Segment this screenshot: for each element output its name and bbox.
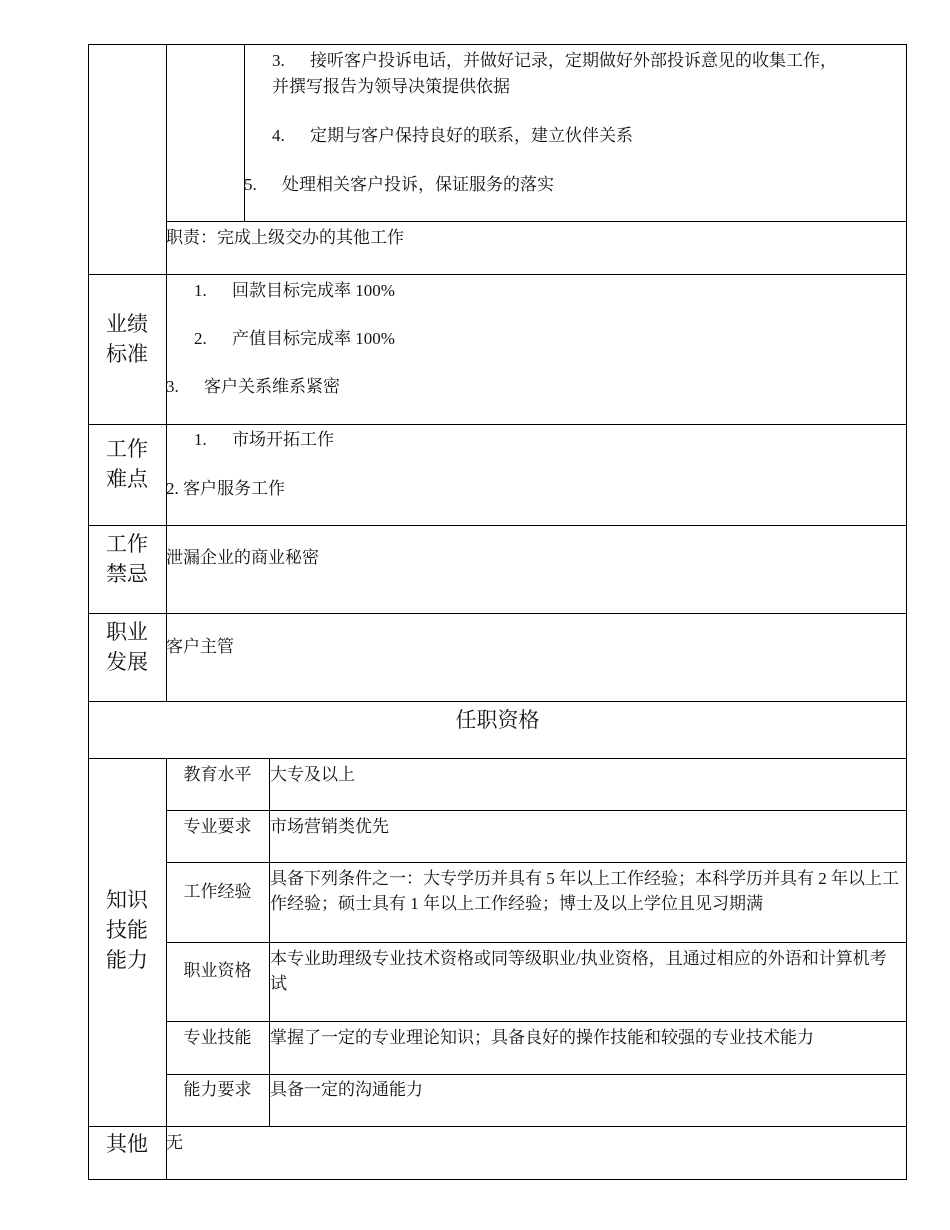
knowledge-label: 知识 技能 能力: [106, 888, 148, 972]
difficulty-item-1: 1. 市场开拓工作: [194, 430, 334, 449]
knowledge-row-name: 能力要求: [183, 1080, 252, 1099]
performance-item-2: 2. 产值目标完成率 100%: [194, 329, 395, 348]
other-text: 无: [166, 1133, 183, 1152]
duty-item-3: 3. 接听客户投诉电话，并做好记录，定期做好外部投诉意见的收集工作，: [272, 51, 837, 70]
knowledge-row-name: 职业资格: [183, 961, 252, 980]
row-divider: [88, 701, 907, 702]
knowledge-row-name: 工作经验: [183, 882, 252, 901]
knowledge-row-value: 掌握了一定的专业理论知识；具备良好的操作技能和较强的专业技术能力: [270, 1028, 814, 1047]
performance-label: 业绩 标准: [106, 312, 148, 366]
knowledge-row-value: 市场营销类优先: [270, 817, 389, 836]
row-divider: [88, 424, 907, 425]
knowledge-row-name: 专业技能: [183, 1028, 252, 1047]
taboo-label: 工作 禁忌: [106, 532, 148, 586]
row-divider: [88, 274, 907, 275]
difficulty-label: 工作 难点: [106, 437, 148, 491]
duty-item-5: 5. 处理相关客户投诉，保证服务的落实: [244, 175, 554, 194]
column-divider: [166, 44, 167, 701]
row-divider: [88, 758, 907, 759]
duty-item-3-continued: 并撰写报告为领导决策提供依据: [272, 77, 510, 96]
qualification-title: 任职资格: [455, 708, 540, 732]
knowledge-row-value: 大专及以上: [270, 765, 355, 784]
job-description-table: [88, 44, 907, 1180]
other-label: 其他: [106, 1132, 148, 1156]
row-divider: [166, 1074, 907, 1075]
difficulty-item-2: 2. 客户服务工作: [166, 479, 285, 498]
career-text: 客户主管: [166, 637, 234, 656]
row-divider: [88, 613, 907, 614]
row-divider: [166, 862, 907, 863]
row-divider: [88, 1126, 907, 1127]
knowledge-row-name: 教育水平: [183, 765, 252, 784]
duty-item-4: 4. 定期与客户保持良好的联系，建立伙伴关系: [272, 126, 633, 145]
duty-other: 职责：完成上级交办的其他工作: [166, 228, 404, 247]
row-divider: [88, 525, 907, 526]
row-divider: [166, 1021, 907, 1022]
knowledge-row-value: 具备一定的沟通能力: [270, 1080, 423, 1099]
performance-item-3: 3. 客户关系维系紧密: [166, 377, 340, 396]
knowledge-row-value: 本专业助理级专业技术资格或同等级职业/执业资格，且通过相应的外语和计算机考试: [270, 949, 887, 993]
row-divider: [166, 942, 907, 943]
career-label: 职业 发展: [106, 620, 148, 674]
knowledge-row-value: 具备下列条件之一：大专学历并具有 5 年以上工作经验；本科学历并具有 2 年以上工作经验；硕士具有 1 年以上工作经验；博士及以上学位且见习期满: [270, 869, 899, 913]
row-divider: [166, 221, 907, 222]
row-divider: [166, 810, 907, 811]
taboo-text: 泄漏企业的商业秘密: [166, 548, 319, 567]
knowledge-row-name: 专业要求: [183, 817, 252, 836]
performance-item-1: 1. 回款目标完成率 100%: [194, 281, 395, 300]
